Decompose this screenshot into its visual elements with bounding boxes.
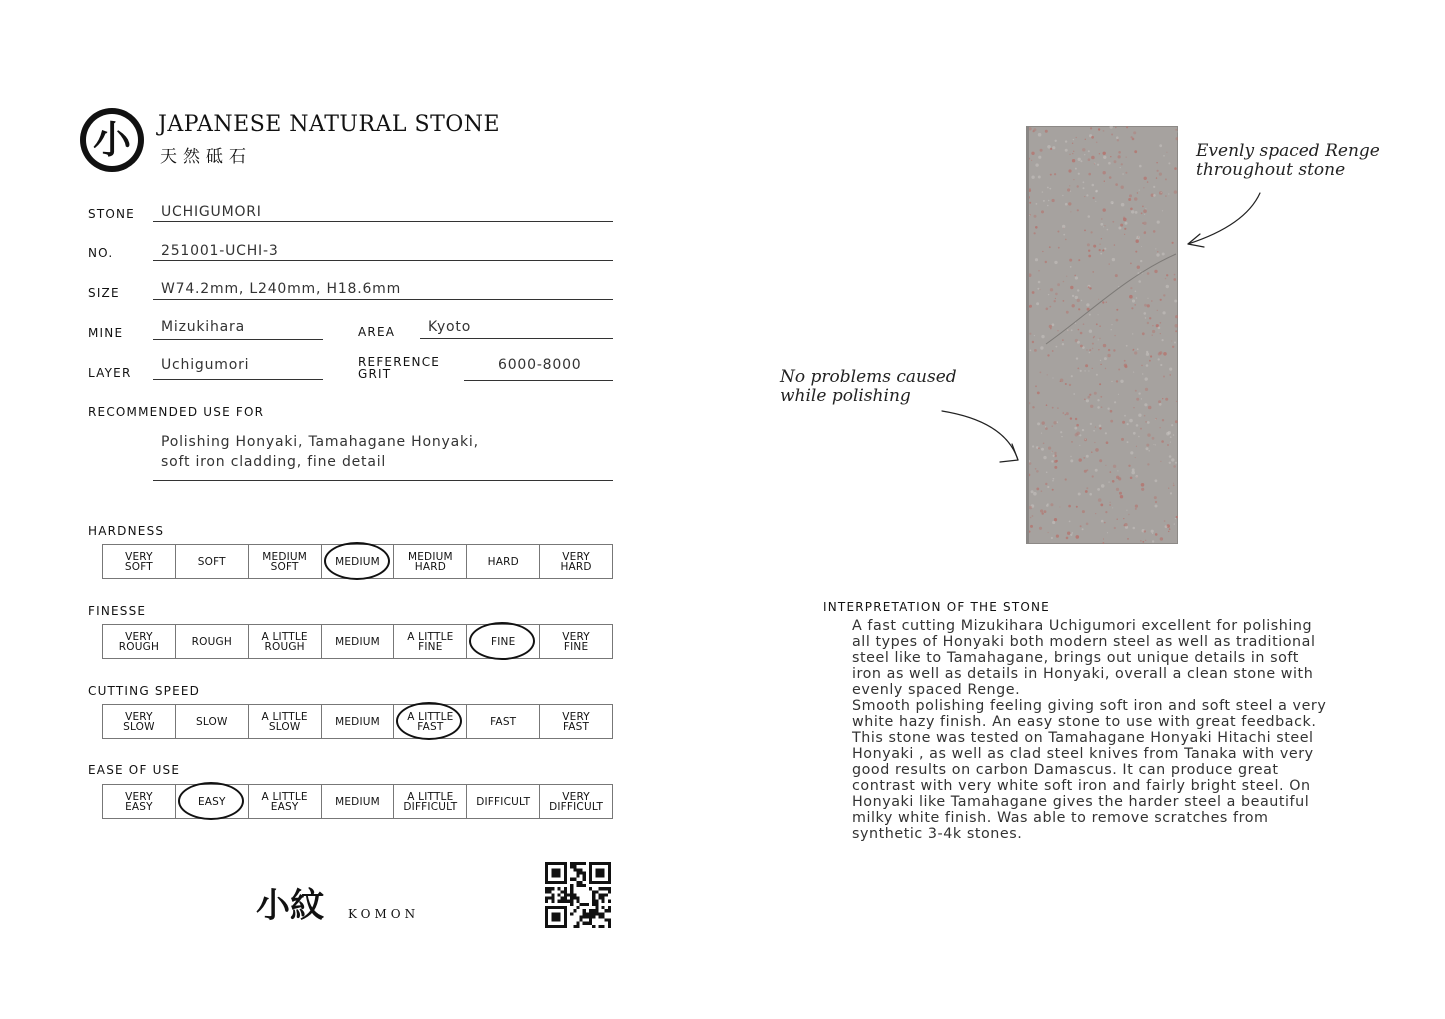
hardness-option: MEDIUM SOFT — [248, 545, 321, 578]
cutting-speed-option: VERY SLOW — [123, 710, 155, 733]
finesse-option: A LITTLE ROUGH — [248, 625, 321, 658]
qr-code — [545, 862, 611, 928]
ease-of-use-option: MEDIUM — [321, 785, 394, 818]
komon-logo-script: 小紋 — [256, 886, 324, 926]
layer-value: Uchigumori — [161, 357, 250, 373]
brand-subtitle: 天然砥石 — [160, 147, 252, 167]
hardness-option: HARD — [466, 545, 539, 578]
ease-of-use-option: A LITTLE DIFFICULT — [393, 785, 466, 818]
finesse-option: MEDIUM — [321, 625, 394, 658]
area-label: AREA — [358, 325, 396, 339]
brand-title: JAPANESE NATURAL STONE — [158, 112, 501, 137]
cutting-speed-option: VERY FAST — [539, 705, 612, 738]
no-value: 251001-UCHI-3 — [161, 243, 279, 259]
cutting-speed-option: A LITTLE FAST — [393, 705, 466, 738]
cutting-speed-option: SLOW — [175, 705, 248, 738]
hardness-option: VERY HARD — [539, 545, 612, 578]
arrow-to-edge — [942, 411, 1018, 460]
no-label: NO. — [88, 246, 114, 260]
recommended-label: RECOMMENDED USE FOR — [88, 405, 265, 419]
komon-logo-word: KOMON — [348, 907, 420, 921]
ease-of-use-option: EASY — [175, 785, 248, 818]
cutting-speed-option: A LITTLE SLOW — [248, 705, 321, 738]
annotation-renge: Evenly spaced Renge throughout stone — [1196, 141, 1380, 180]
annotation-polishing: No problems caused while polishing — [780, 367, 957, 406]
hardness-option: VERY SOFT — [124, 550, 153, 573]
grit-label: REFERENCE GRIT — [358, 355, 441, 381]
brand-logo-glyph: 小 — [92, 117, 131, 162]
size-value: W74.2mm, L240mm, H18.6mm — [161, 281, 402, 297]
arrowhead-edge — [1000, 444, 1018, 462]
cutting-speed-option: FAST — [466, 705, 539, 738]
cutting-speed-title: CUTTING SPEED — [88, 684, 201, 698]
ease-of-use-title: EASE OF USE — [88, 763, 181, 777]
grit-value: 6000-8000 — [498, 357, 582, 373]
arrowhead-renge — [1188, 234, 1204, 247]
finesse-option: FINE — [466, 625, 539, 658]
interpretation-title: INTERPRETATION OF THE STONE — [823, 600, 1050, 614]
size-label: SIZE — [88, 286, 120, 300]
area-value: Kyoto — [428, 319, 472, 335]
finesse-title: FINESSE — [88, 604, 147, 618]
stone-value: UCHIGUMORI — [161, 204, 262, 220]
finesse-option: ROUGH — [175, 625, 248, 658]
hardness-title: HARDNESS — [88, 524, 165, 538]
mine-value: Mizukihara — [161, 319, 245, 335]
stone-label: STONE — [88, 207, 135, 221]
layer-label: LAYER — [88, 366, 132, 380]
hardness-option: SOFT — [175, 545, 248, 578]
mine-label: MINE — [88, 326, 124, 340]
cutting-speed-option: MEDIUM — [321, 705, 394, 738]
ease-of-use-option: VERY DIFFICULT — [539, 785, 612, 818]
finesse-option: VERY FINE — [539, 625, 612, 658]
ease-of-use-option: VERY EASY — [125, 790, 153, 813]
recommended-line-2: soft iron cladding, fine detail — [161, 454, 387, 470]
finesse-option: VERY ROUGH — [118, 630, 160, 653]
interpretation-body: A fast cutting Mizukihara Uchigumori excellent for polishing all types of Honyaki both modern steel as well as traditional steel like to Tamahagane, brings out unique details in soft iron as well as details in Honyaki, overall a clean stone with evenly spaced Renge. Smooth polishing feeling giving soft iron and soft steel a very white hazy finish. An easy stone to use with great feedback. This stone was tested on Tamahagane Honyaki Hitachi steel Honyaki , as well as clad steel knives from Tanaka with very good results on carbon Damascus. It can produce great contrast with very white soft iron and fairly bright steel. On Honyaki like Tamahagane gives the harder steel a beautiful milky white finish. Was able to remove scratches from synthetic 3-4k stones. — [852, 618, 1327, 842]
recommended-line-1: Polishing Honyaki, Tamahagane Honyaki, — [161, 434, 479, 450]
hardness-option: MEDIUM — [321, 545, 394, 578]
hardness-option: MEDIUM HARD — [393, 545, 466, 578]
finesse-option: A LITTLE FINE — [393, 625, 466, 658]
ease-of-use-option: DIFFICULT — [466, 785, 539, 818]
ease-of-use-option: A LITTLE EASY — [248, 785, 321, 818]
arrow-to-renge — [1188, 193, 1260, 244]
